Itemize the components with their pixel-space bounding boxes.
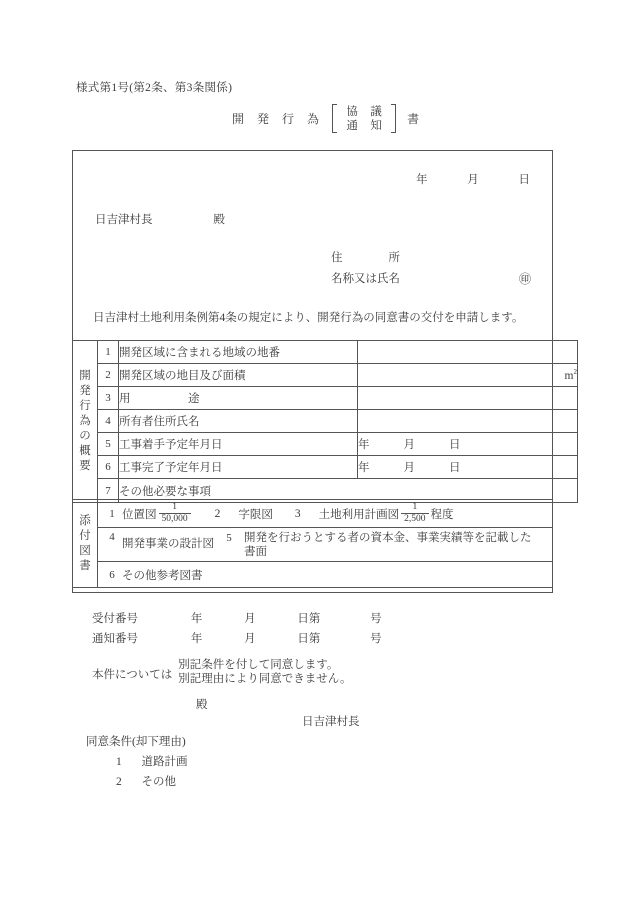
vlabel-char: 付 <box>79 529 91 542</box>
attachment-index-5: 5 <box>226 531 232 544</box>
development-overview-table <box>72 340 578 503</box>
vlabel-char: 書 <box>79 559 91 572</box>
condition-item-1 <box>86 753 188 769</box>
attachment-row-1 <box>98 500 553 528</box>
notice-gou-label: 号 <box>370 633 382 645</box>
attachment-label-location-map: 位置図 <box>122 508 157 521</box>
case-lead-text: 本件については <box>92 669 173 681</box>
title-choice-row-bottom <box>340 119 388 133</box>
vlabel-char: 開 <box>79 370 91 382</box>
overview-vertical-label <box>73 341 98 503</box>
attachment-label-other-docs: その他参考図書 <box>122 569 203 582</box>
row-value-field[interactable] <box>358 341 578 364</box>
attachment-index-1: 1 <box>109 507 115 520</box>
table-row <box>73 456 578 479</box>
row-index: 4 <box>98 410 119 433</box>
title-choice-row-top <box>340 105 388 119</box>
receipt-year-label: 年 <box>190 613 203 625</box>
vlabel-char: 為 <box>79 415 91 427</box>
vlabel-char: 発 <box>79 385 91 397</box>
attachment-label-capital-record <box>244 531 532 559</box>
case-options <box>172 658 351 686</box>
date-day-label: 日 <box>518 174 530 186</box>
row-index: 6 <box>98 456 119 479</box>
attachment-index-6: 6 <box>109 568 115 581</box>
receipt-gou-label: 号 <box>370 613 382 625</box>
row-item-label: 工事着手予定年月日 <box>119 433 358 456</box>
area-unit-exponent: 2 <box>573 368 577 377</box>
document-title <box>232 104 419 133</box>
attachment-index-2: 2 <box>214 507 221 520</box>
condition-text-1: 道路計画 <box>141 756 188 768</box>
row-value-date-field[interactable] <box>358 433 578 456</box>
title-char-1: 開 <box>232 112 245 126</box>
date-month-label: 月 <box>467 174 479 186</box>
table-row <box>73 433 578 456</box>
value-year-label: 年 <box>358 439 370 451</box>
case-option-reject[interactable]: 別記理由により同意できません。 <box>178 673 352 685</box>
row-index: 5 <box>98 433 119 456</box>
notice-month-label: 月 <box>244 633 256 645</box>
submission-date-line <box>416 171 530 187</box>
attachment-line-2 <box>98 531 552 559</box>
case-option-approve[interactable]: 別記条件を付して同意します。 <box>178 659 339 671</box>
fraction-numerator: 1 <box>412 501 418 512</box>
addressee-name: 日吉津村長 <box>95 214 153 226</box>
title-choice-chi: 知 <box>370 120 382 132</box>
receipt-day-label: 日第 <box>297 613 321 625</box>
table-row <box>73 364 578 387</box>
notice-day-label: 日第 <box>297 633 321 645</box>
receipt-number-line <box>92 610 382 626</box>
fraction-numerator: 1 <box>172 501 177 512</box>
condition-index-2: 2 <box>116 776 122 788</box>
value-day-label: 日 <box>449 439 461 451</box>
applicant-address-label: 住 所 <box>331 252 400 264</box>
fraction-denominator: 2,500 <box>401 513 428 525</box>
applicant-name-label: 名称又は氏名 <box>331 273 400 285</box>
title-choice-options <box>337 104 391 133</box>
row-item-label: 用 途 <box>119 387 358 410</box>
table-row <box>73 387 578 410</box>
attachment-line-1 <box>98 503 552 525</box>
addressee-line <box>95 211 225 227</box>
recipient-honorific: 殿 <box>196 699 208 711</box>
vlabel-char: 添 <box>79 514 91 527</box>
applicant-name-row <box>331 269 531 290</box>
scale-fraction-2500 <box>401 503 428 525</box>
title-choice-bracket <box>332 104 396 133</box>
attachment-line-3 <box>98 567 552 583</box>
form-body-box <box>72 150 577 593</box>
attachment-label-boundary-map: 字限図 <box>238 508 273 521</box>
row-index: 1 <box>98 341 119 364</box>
table-row <box>73 410 578 433</box>
row-value-field[interactable] <box>358 364 578 387</box>
attachment-label-approx: 程度 <box>430 508 454 521</box>
attachment-vertical-label <box>73 500 98 588</box>
notice-number-line <box>92 630 382 646</box>
row-item-label: 工事完了予定年月日 <box>119 456 358 479</box>
conditions-title: 同意条件(却下理由) <box>86 736 186 748</box>
receipt-month-label: 月 <box>244 613 256 625</box>
table-row <box>73 341 578 364</box>
attachment-index-4: 4 <box>109 530 115 543</box>
condition-text-2: その他 <box>141 776 176 788</box>
vlabel-char: 概 <box>79 445 91 457</box>
title-choice-tsuu: 通 <box>346 120 358 132</box>
row-value-date-field[interactable] <box>358 456 578 479</box>
row-index: 2 <box>98 364 119 387</box>
fraction-denominator: 50,000 <box>159 513 191 525</box>
attachment-label-land-use-plan: 土地利用計画図 <box>318 508 400 521</box>
receipt-number-label: 受付番号 <box>92 613 138 625</box>
table-row <box>73 562 553 588</box>
applicant-address-row <box>331 248 531 269</box>
row-index: 7 <box>98 479 119 503</box>
table-row <box>73 500 553 528</box>
row-index: 3 <box>98 387 119 410</box>
row-value-field[interactable] <box>358 387 578 410</box>
title-char-2: 発 <box>257 112 270 126</box>
signer-name: 日吉津村長 <box>302 716 360 728</box>
notice-number-label: 通知番号 <box>92 633 138 645</box>
case-decision-block <box>92 658 351 686</box>
title-char-4: 為 <box>307 112 320 126</box>
date-year-label: 年 <box>416 174 428 186</box>
seal-icon: ㊞ <box>519 272 532 286</box>
applicant-block <box>331 248 531 290</box>
value-year-label: 年 <box>358 462 370 474</box>
table-row <box>73 528 553 562</box>
attachment-label-design-drawing: 開発事業の設計図 <box>122 537 214 550</box>
bracket-left-icon <box>332 104 337 133</box>
attachment-label-capital-record-line2: 書面 <box>244 545 267 558</box>
application-statement: 日吉津村土地利用条例第4条の規定により、開発行為の同意書の交付を申請します。 <box>93 312 524 324</box>
row-item-label: 所有者住所氏名 <box>119 410 358 433</box>
row-value-field[interactable] <box>358 410 578 433</box>
addressee-honorific: 殿 <box>213 214 225 226</box>
value-month-label: 月 <box>403 462 415 474</box>
value-month-label: 月 <box>403 439 415 451</box>
vlabel-char: 図 <box>79 544 91 557</box>
vlabel-char: 行 <box>79 400 91 412</box>
notice-year-label: 年 <box>190 633 203 645</box>
condition-item-2 <box>86 773 176 789</box>
value-day-label: 日 <box>449 462 461 474</box>
attachment-label-capital-record-line1: 開発を行おうとする者の資本金、事業実績等を記載した <box>244 531 532 544</box>
area-unit: m <box>564 369 574 382</box>
scale-fraction-50000 <box>159 503 191 525</box>
title-char-3: 行 <box>282 112 295 126</box>
vlabel-char: の <box>79 430 91 442</box>
row-item-label: 開発区域に含まれる地域の地番 <box>119 341 358 364</box>
vlabel-char: 要 <box>79 460 91 472</box>
title-choice-kyou: 協 <box>346 106 358 118</box>
row-item-label[interactable]: その他必要な事項 <box>119 479 578 503</box>
form-number: 様式第1号(第2条、第3条関係) <box>76 82 233 94</box>
attachment-index-3: 3 <box>294 507 301 520</box>
bracket-right-icon <box>391 104 396 133</box>
attachment-documents-table <box>72 499 553 588</box>
title-choice-gi: 議 <box>370 106 382 118</box>
row-item-label: 開発区域の地目及び面積 <box>119 364 358 387</box>
attachment-row-2 <box>98 528 553 562</box>
condition-index-1: 1 <box>116 756 122 768</box>
title-tail-char: 書 <box>407 112 420 126</box>
attachment-row-3 <box>98 562 553 588</box>
